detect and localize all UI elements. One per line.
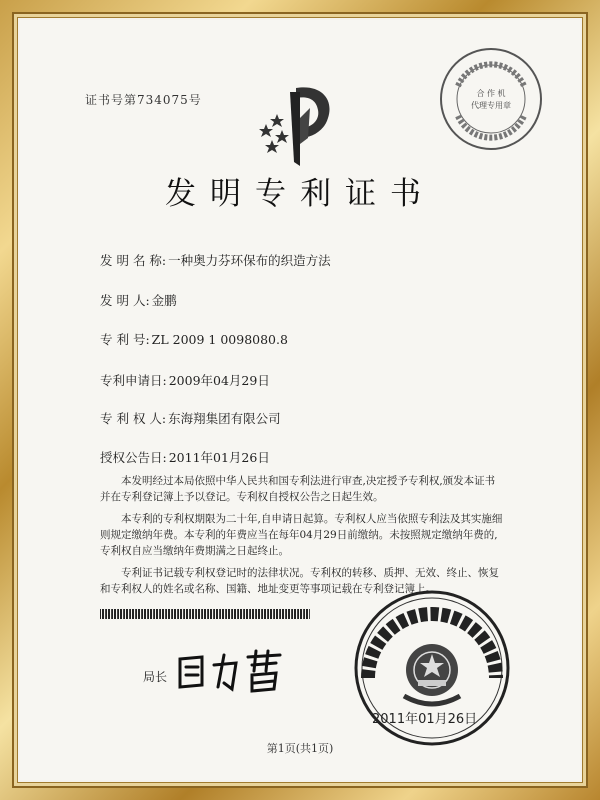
certificate-body-text bbox=[100, 473, 505, 603]
patentee-value: 东海翔集团有限公司 bbox=[168, 411, 281, 426]
svg-text:合 作 机: 合 作 机 bbox=[476, 89, 506, 98]
patent-number-label: 专 利 号: bbox=[100, 332, 150, 347]
agency-seal-icon bbox=[438, 46, 544, 152]
grant-date-row bbox=[100, 448, 270, 466]
page-number: 第1页(共1页) bbox=[266, 742, 334, 755]
grant-date-label: 授权公告日: bbox=[100, 450, 167, 465]
certificate-title: 发明专利证书 bbox=[165, 176, 435, 212]
patent-number-row bbox=[100, 330, 288, 348]
director-signature-icon bbox=[172, 645, 292, 695]
inventor-value: 金鹏 bbox=[151, 293, 177, 308]
inventor-label: 发 明 人: bbox=[100, 293, 150, 308]
invention-name-row bbox=[100, 251, 331, 269]
invention-name-label: 发 明 名 称: bbox=[100, 253, 167, 268]
body-paragraph-1: 本发明经过本局依照中华人民共和国专利法进行审查,决定授予专利权,颁发本证书并在专利登记簿上予以登记。专利权自授权公告之日起生效。 bbox=[100, 475, 496, 503]
seal-date: 2011年01月26日 bbox=[372, 712, 478, 727]
patent-office-emblem-icon bbox=[252, 78, 342, 174]
certificate-number: 证书号第734075号 bbox=[85, 93, 202, 107]
patentee-label: 专 利 权 人: bbox=[100, 411, 167, 426]
barcode-icon bbox=[100, 609, 310, 619]
filing-date-value: 2009年04月29日 bbox=[168, 373, 270, 388]
body-paragraph-2: 本专利的专利权期限为二十年,自申请日起算。专利权人应当依照专利法及其实施细则规定缴纳年费。本专利的年费应当在每年04月29日前缴纳。未按照规定缴纳年费的,专利权自应当缴纳年费期满之日起终止。 bbox=[100, 513, 503, 557]
filing-date-row bbox=[100, 371, 270, 389]
grant-date-value: 2011年01月26日 bbox=[168, 450, 270, 465]
svg-text:代理专用章: 代理专用章 bbox=[471, 101, 511, 110]
director-label: 局长 bbox=[143, 670, 168, 684]
patent-number-value: ZL 2009 1 0098080.8 bbox=[151, 332, 288, 347]
body-paragraph-3: 专利证书记载专利权登记时的法律状况。专利权的转移、质押、无效、终止、恢复和专利权人的姓名或名称、国籍、地址变更等事项记载在专利登记簿上。 bbox=[100, 567, 499, 595]
filing-date-label: 专利申请日: bbox=[100, 373, 167, 388]
patentee-row bbox=[100, 409, 281, 427]
inventor-row bbox=[100, 291, 177, 309]
invention-name-value: 一种奥力芬环保布的织造方法 bbox=[168, 253, 331, 268]
